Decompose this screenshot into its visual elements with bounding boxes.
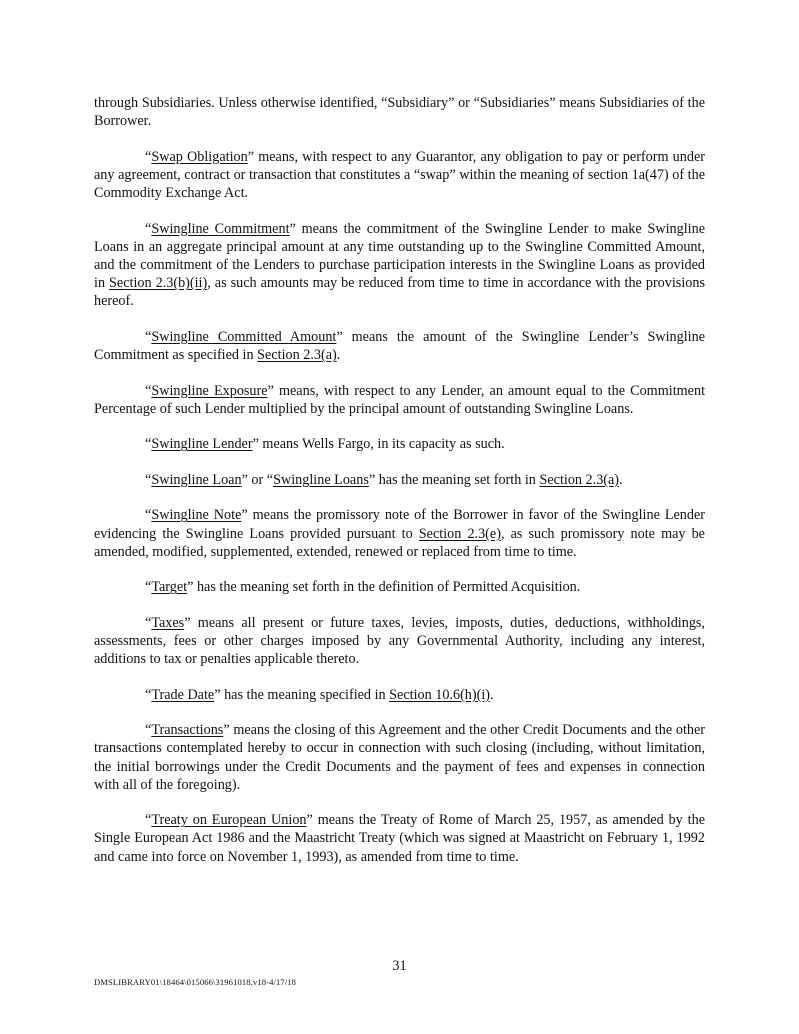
underlined-term: Section 2.3(b)(ii) <box>109 275 208 292</box>
page-number: 31 <box>392 958 407 974</box>
text-run: “ <box>145 220 152 237</box>
definition-swingline-note <box>94 506 705 561</box>
definition-trade-date <box>94 686 705 704</box>
text-run: “ <box>145 686 152 703</box>
definition-target <box>94 578 705 596</box>
underlined-term: Swingline Loans <box>273 471 369 488</box>
text-run: “ <box>145 148 152 165</box>
text-run: ” means the promissory note of the Borrower in favor of the Swingline Lender evidencing the Swingline Loans provided pursuant to <box>94 507 705 542</box>
text-run: , as such amounts may be reduced from time to time in accordance with the provisions hereof. <box>94 275 705 310</box>
document-body <box>94 94 705 883</box>
definition-swap-obligation <box>94 148 705 203</box>
text-run: ” has the meaning specified in <box>214 686 390 703</box>
underlined-term: Swap Obligation <box>151 148 248 165</box>
text-run: ” means the closing of this Agreement and the other Credit Documents and the other transactions contemplated hereby to occur in connection with such closing (including, without limitation, the initial borrowings under the Credit Documents and the payment of fees and expenses in connection with all of the foregoing). <box>94 722 705 793</box>
text-run: , as such promissory note may be amended, modified, supplemented, extended, renewed or replaced from time to time. <box>94 525 705 560</box>
text-run: ” has the meaning set forth in <box>368 471 540 488</box>
definition-transactions <box>94 721 705 794</box>
text-run: . <box>490 686 494 703</box>
definition-swingline-committed-amount <box>94 328 705 364</box>
text-run: through Subsidiaries. Unless otherwise identified, “Subsidiary” or “Subsidiaries” means Subsidiaries of the Borrower. <box>94 95 705 130</box>
definition-swingline-lender <box>94 435 705 453</box>
underlined-term: Taxes <box>151 614 185 631</box>
underlined-term: Section 2.3(a) <box>257 347 337 364</box>
text-run: “ <box>145 507 152 524</box>
text-run: “ <box>145 436 152 453</box>
text-run: . <box>619 471 623 488</box>
underlined-term: Section 2.3(e) <box>418 525 501 542</box>
underlined-term: Swingline Loan <box>151 471 242 488</box>
text-run: ” means the commitment of the Swingline Lender to make Swingline Loans in an aggregate principal amount at any time outstanding up to the Swingline Committed Amount, and the commitment of the Lenders to purchase participation interests in the Swingline Loans as provided in <box>94 220 706 292</box>
text-run: “ <box>145 382 152 399</box>
definition-swingline-loan <box>94 471 705 489</box>
underlined-term: Swingline Committed Amount <box>151 328 337 345</box>
definition-swingline-exposure <box>94 382 705 418</box>
text-run: ” means Wells Fargo, in its capacity as such. <box>252 436 505 453</box>
text-run: ” means the amount of the Swingline Lender’s Swingline Commitment as specified in <box>94 328 705 364</box>
underlined-term: Target <box>151 579 188 596</box>
underlined-term: Swingline Exposure <box>151 382 268 399</box>
text-run: “ <box>145 579 152 596</box>
underlined-term: Swingline Lender <box>151 436 253 453</box>
text-run: “ <box>145 328 152 345</box>
text-run: ” means all present or future taxes, levies, imposts, duties, deductions, withholdings, assessments, fees or other charges imposed by any Governmental Authority, including any interest, additions to tax or penalties applicable thereto. <box>94 614 705 668</box>
document-id-footer: DMSLIBRARY01\18464\015066\31961018.v18-4/17/18 <box>94 977 297 987</box>
underlined-term: Section 10.6(h)(i) <box>389 686 491 703</box>
text-run: “ <box>145 614 152 631</box>
text-run: “ <box>145 722 152 739</box>
text-run: ” has the meaning set forth in the definition of Permitted Acquisition. <box>187 579 581 596</box>
definition-treaty-on-european-union <box>94 811 705 866</box>
underlined-term: Swingline Commitment <box>151 220 290 237</box>
underlined-term: Transactions <box>151 722 224 739</box>
text-run: ” means, with respect to any Lender, an amount equal to the Commitment Percentage of such Lender multiplied by the principal amount of outstanding Swingline Loans. <box>94 382 706 417</box>
text-run: ” or “ <box>241 471 274 488</box>
text-run: “ <box>145 812 152 829</box>
definition-taxes <box>94 614 705 669</box>
definition-subsidiaries-continuation <box>94 94 705 130</box>
underlined-term: Treaty on European Union <box>151 812 307 829</box>
underlined-term: Swingline Note <box>151 507 242 524</box>
text-run: ” means the Treaty of Rome of March 25, 1957, as amended by the Single European Act 1986 and the Maastricht Treaty (which was signed at Maastricht on February 1, 1992 and came into force on November 1, 1993), as amended from time to time. <box>94 812 705 865</box>
text-run: ” means, with respect to any Guarantor, any obligation to pay or perform under any agreement, contract or transaction that constitutes a “swap” within the meaning of section 1a(47) of the Commodity Exchange Act. <box>94 148 705 202</box>
definition-swingline-commitment <box>94 220 705 311</box>
underlined-term: Section 2.3(a) <box>539 471 620 488</box>
text-run: . <box>336 347 341 364</box>
underlined-term: Trade Date <box>151 686 215 703</box>
text-run: “ <box>145 471 152 488</box>
